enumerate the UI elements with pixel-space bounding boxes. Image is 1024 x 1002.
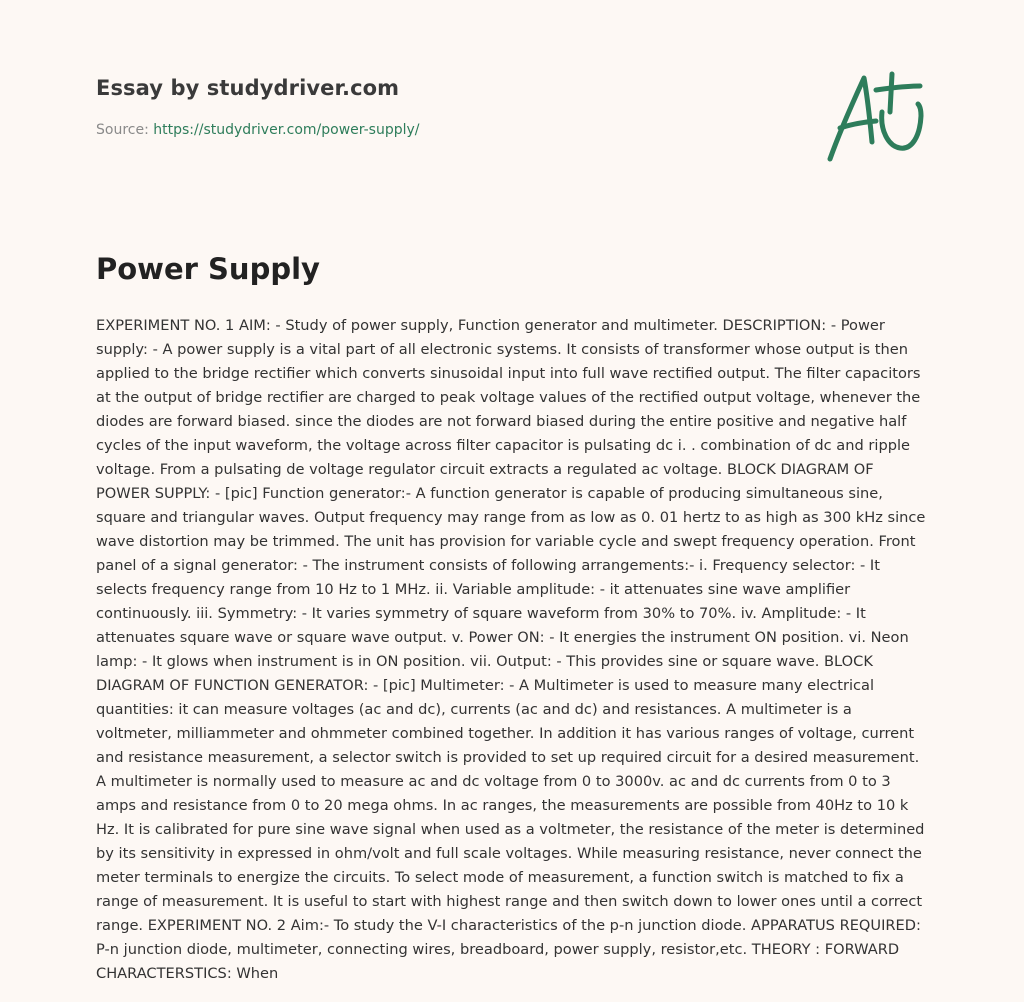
a-plus-logo-icon (820, 66, 930, 166)
source-line (96, 122, 420, 138)
source-link[interactable]: https://studydriver.com/power-supply/ (153, 122, 420, 138)
essay-by-label: Essay by studydriver.com (96, 76, 400, 100)
page-title: Power Supply (96, 252, 320, 286)
essay-body: EXPERIMENT NO. 1 AIM: - Study of power supply, Function generator and multimeter. DESCRIPTION: - Power supply: - A power supply is a vital part of all electronic systems. It consists of transformer whose output is then applied to the bridge rectifier which converts sinusoidal input into full wave rectified output. The filter capacitors at the output of bridge rectifier are charged to peak voltage values of the rectified output voltage, whenever the diodes are forward biased. since the diodes are not forward biased during the entire positive and negative half cycles of the input waveform, the voltage across filter capacitor is pulsating dc i. . combination of dc and ripple voltage. From a pulsating de voltage regulator circuit extracts a regulated ac voltage. BLOCK DIAGRAM OF POWER SUPPLY: - [pic] Function generator:- A function generator is capable of producing simultaneous sine, square and triangular waves. Output frequency may range from as low as 0. 01 hertz to as high as 300 kHz since wave distortion may be trimmed. The unit has provision for variable cycle and swept frequency operation. Front panel of a signal generator: - The instrument consists of following arrangements:- i. Frequency selector: - It selects frequency range from 10 Hz to 1 MHz. ii. Variable amplitude: - it attenuates sine wave amplifier continuously. iii. Symmetry: - It varies symmetry of square waveform from 30% to 70%. iv. Amplitude: - It attenuates square wave or square wave output. v. Power ON: - It energies the instrument ON position. vi. Neon lamp: - It glows when instrument is in ON position. vii. Output: - This provides sine or square wave. BLOCK DIAGRAM OF FUNCTION GENERATOR: - [pic] Multimeter: - A Multimeter is used to measure many electrical quantities: it can measure voltages (ac and dc), currents (ac and dc) and resistances. A multimeter is a voltmeter, milliammeter and ohmmeter combined together. In addition it has various ranges of voltage, current and resistance measurement, a selector switch is provided to set up required circuit for a desired measurement. A multimeter is normally used to measure ac and dc voltage from 0 to 3000v. ac and dc currents from 0 to 3 amps and resistance from 0 to 20 mega ohms. In ac ranges, the measurements are possible from 40Hz to 10 k Hz. It is calibrated for pure sine wave signal when used as a voltmeter, the resistance of the meter is determined by its sensitivity in expressed in ohm/volt and full scale voltages. While measuring resistance, never connect the meter terminals to energize the circuits. To select mode of measurement, a function switch is matched to fix a range of measurement. It is useful to start with highest range and then switch down to lower ones until a correct range. EXPERIMENT NO. 2 Aim:- To study the V-I characteristics of the p-n junction diode. APPARATUS REQUIRED: P-n junction diode, multimeter, connecting wires, breadboard, power supply, resistor,etc. THEORY : FORWARD CHARACTERSTICS: When (96, 317, 926, 982)
essay-header (96, 76, 420, 138)
source-label: Source: (96, 122, 154, 138)
